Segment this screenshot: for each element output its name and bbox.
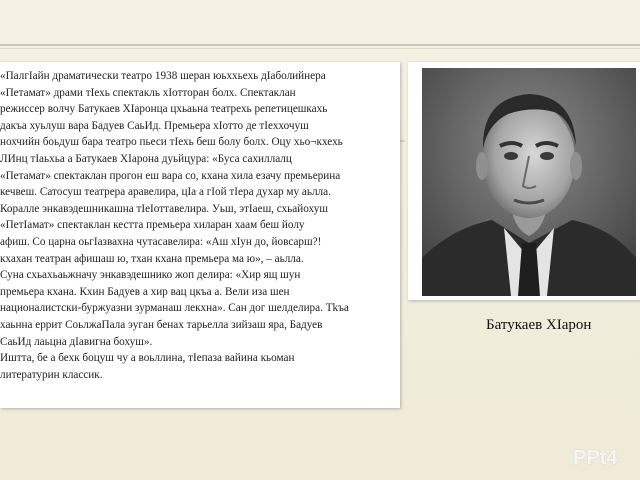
article-line: афиш. Со царна оьгIазвахна чутасавелира: «Аш хIун до, йовсарш?! [0, 235, 322, 248]
article-line: режиссер волчу Батукаев ХIаронца цхьаьна театрехь репетицешкахь [0, 103, 328, 116]
watermark-logo: PPt4 [573, 447, 618, 469]
article-line: Иштта, бе а бехк боцуш чу а воьллина, тIепаза вайина кьоман [0, 352, 295, 365]
article-line: «Петамат» драми тIехь спектакль хIотторан болх. Спектаклан [0, 86, 296, 99]
article-line: кхахан театран афишаш ю, тхан кхана премьера ма ю», – аьлла. [0, 252, 304, 265]
article-line: нохчийн боьдуш бара театро пьеси тIехь беш болу болх. Оцу хьо¬кхехь [0, 136, 343, 149]
portrait-photo [422, 68, 636, 296]
top-divider-thin [0, 48, 640, 49]
portrait-frame [408, 62, 640, 300]
article-line: «ПетIамат» спектаклан кестта премьера хиларан хаам беш йолу [0, 219, 305, 232]
article-body [0, 68, 396, 404]
article-line: СаьИд лаьцна дIавигна бохуш». [0, 335, 153, 348]
article-line: дакъа хуьлуш вара Бадуев СаьИд. Премьера хIотто де тIеххочуш [0, 119, 309, 132]
portrait-caption: Батукаев ХIарон [486, 317, 592, 333]
portrait-image [422, 68, 636, 296]
article-line: «Петамат» спектаклан прогон еш вара со, кхана хила езачу премьерина [0, 169, 341, 182]
article-text-box [0, 62, 400, 408]
article-line: ЛИнц тIаьхьа а Батукаев ХIарона дуьйцура: «Буса сахиллалц [0, 152, 292, 165]
article-line: Коралле энкавэдешникашна тIеIоттавелира. Уьш, этIаеш, схьайохуш [0, 202, 328, 215]
article-line: кечвеш. Сатосуш театрера аравелира, цIа а гIой тIера духар му аьлла. [0, 186, 331, 199]
article-line: Суна схьахьаьжначу энкавэдешнико жоп делира: «Хир ящ шун [0, 269, 301, 282]
article-line: «ПалгIайн драматически театро 1938 шеран юьххьехь дIаболийнера [0, 70, 326, 82]
article-line: хаьнна еррит СоьлжаПала эуган бенах тарьелла зийзаш яра, Бадуев [0, 318, 323, 331]
article-line: националистски-буржуазни зурманаш лекхна». Сан дог шелделира. Тkъа [0, 302, 349, 315]
top-divider [0, 44, 640, 46]
article-line: премьера кхана. Кхин Бадуев а хир вац цкъа а. Вели иза шен [0, 285, 290, 298]
article-line: литературин классик. [0, 368, 103, 381]
